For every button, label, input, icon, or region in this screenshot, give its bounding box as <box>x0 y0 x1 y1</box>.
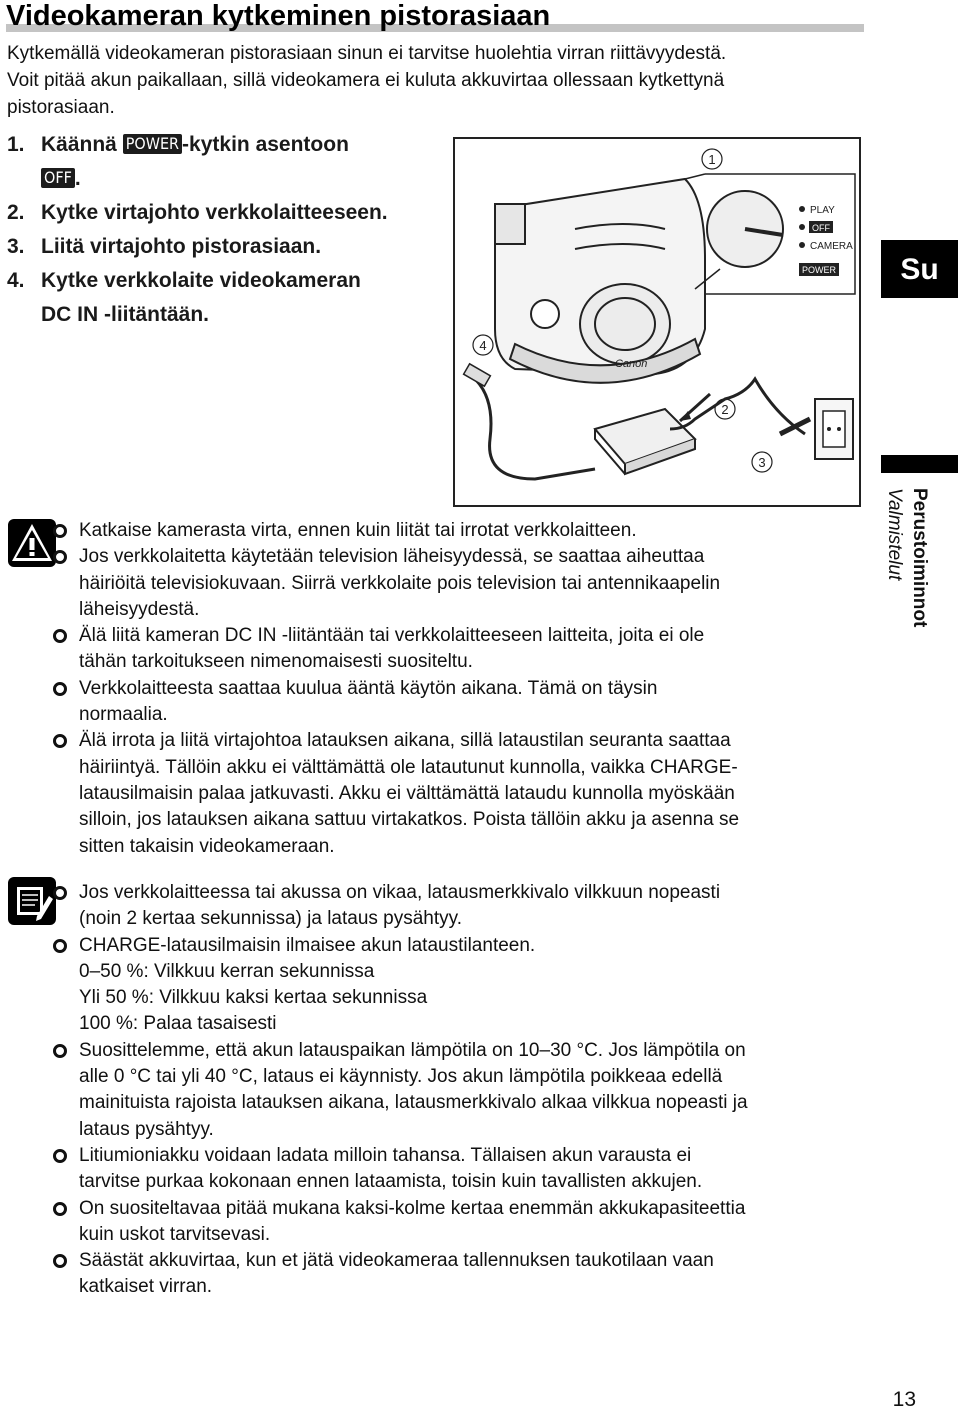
notes-list <box>7 880 857 1301</box>
step-number: 2. <box>7 201 25 224</box>
note-item-line: alle 0 °C tai yli 40 °C, lataus ei käynnisty. Jos akun lämpötila poikkeaa edellä <box>79 1066 723 1088</box>
bullet-icon <box>53 886 67 900</box>
dial-camera-label: CAMERA <box>810 241 853 252</box>
note-item-line: Litiumioniakku voidaan ladata milloin tahansa. Tällaisen akun varausta ei <box>79 1144 692 1166</box>
note-item-line: tarvitse purkaa kokonaan ennen lataamista, toisin kuin tavallisten akkujen. <box>79 1171 703 1193</box>
language-tab: Su <box>881 240 958 298</box>
step-number: 3. <box>7 235 25 258</box>
callout-4: 4 <box>479 338 487 353</box>
note-item-line: Yli 50 %: Vilkkuu kaksi kertaa sekunnissa <box>79 987 428 1009</box>
intro-line: pistorasiaan. <box>7 97 115 118</box>
caution-item <box>79 518 857 544</box>
dc-cable <box>475 379 595 479</box>
note-item-line: Jos verkkolaitteessa tai akussa on vikaa, latausmerkkivalo vilkkuun nopeasti <box>79 882 721 903</box>
notes-box <box>7 880 857 1301</box>
step-1 <box>7 128 457 196</box>
note-item-line: katkaiset virran. <box>79 1276 213 1298</box>
bullet-icon <box>53 1254 67 1268</box>
caution-item-line: Jos verkkolaitetta käytetään television läheisyydessä, se saattaa aiheuttaa <box>79 546 705 568</box>
note-pencil-icon <box>7 876 57 926</box>
step-2 <box>7 196 457 230</box>
note-item <box>79 933 857 1038</box>
step-text-part: Kytke verkkolaite videokameran <box>41 269 361 292</box>
section-title: Perustoiminnot <box>909 488 930 628</box>
note-item-line: Säästät akkuvirtaa, kun et jätä videokameraa tallennuksen taukotilaan vaan <box>79 1250 714 1272</box>
note-item-line: 100 %: Palaa tasaisesti <box>79 1013 277 1035</box>
step-text-part: . <box>74 167 81 190</box>
step-text-part: Käännä <box>41 133 123 156</box>
bullet-icon <box>53 1044 67 1058</box>
caution-item-line: Älä liitä kameran DC IN -liitäntään tai verkkolaitteeseen laitteita, joita ei ole <box>79 625 705 647</box>
caution-item-line: häiriintyä. Tällöin akku ei välttämättä ole latautunut kunnolla, vaikka CHARGE- <box>79 756 738 778</box>
step-text-part: DC IN -liitäntään. <box>41 303 210 326</box>
note-item-line: mainituista rajoista latauksen aikana, latausmerkkivalo alkaa vilkkua nopeasti ja <box>79 1092 748 1114</box>
step-4 <box>7 264 457 332</box>
section-label <box>878 488 938 643</box>
bullet-icon <box>53 682 67 696</box>
step-text: Liitä virtajohto pistorasiaan. <box>41 235 322 258</box>
caution-item <box>79 676 857 729</box>
caution-item-line: latausilmaisin palaa jatkuvasti. Akku ei välttämättä lataudu kunnolla myöskään <box>79 782 735 804</box>
caution-item <box>79 728 857 859</box>
step-text <box>41 264 457 332</box>
wall-outlet-icon <box>815 399 853 459</box>
caution-item <box>79 623 857 676</box>
note-item-line: 0–50 %: Vilkkuu kerran sekunnissa <box>79 960 375 982</box>
step-text-part: -kytkin asentoon <box>182 133 349 156</box>
arrow-icon <box>780 419 810 434</box>
note-item <box>79 880 857 933</box>
page-title: Videokameran kytkeminen pistorasiaan <box>6 0 551 32</box>
note-item-line: kuin uskot tarvitsevasi. <box>79 1223 271 1245</box>
page-number: 13 <box>892 1388 916 1411</box>
power-dial-icon <box>705 174 855 294</box>
note-item <box>79 1196 857 1249</box>
bullet-icon <box>53 524 67 538</box>
subsection-title: Valmistelut <box>884 488 905 581</box>
dial-off-label: OFF <box>812 223 830 233</box>
bullet-icon <box>53 629 67 643</box>
camcorder-icon <box>495 179 705 383</box>
step-3 <box>7 230 457 264</box>
note-item-line: lataus pysähtyy. <box>79 1118 214 1140</box>
caution-box <box>7 518 857 860</box>
note-item-line: (noin 2 kertaa sekunnissa) ja lataus pysähtyy. <box>79 908 463 930</box>
step-text <box>41 128 457 196</box>
warning-icon <box>7 518 57 568</box>
note-item <box>79 1248 857 1301</box>
step-text: Kytke virtajohto verkkolaitteeseen. <box>41 201 388 224</box>
section-bar <box>881 455 958 473</box>
caution-item-line: Älä irrota ja liitä virtajohtoa latauksen aikana, sillä lataustilan seuranta saattaa <box>79 730 731 752</box>
note-item-line: Suosittelemme, että akun latauspaikan lämpötila on 10–30 °C. Jos lämpötila on <box>79 1039 746 1061</box>
camcorder-illustration <box>455 139 859 505</box>
note-item <box>79 1038 857 1143</box>
caution-item <box>79 544 857 623</box>
bullet-icon <box>53 1149 67 1163</box>
dial-power-label: POWER <box>802 265 837 275</box>
callout-3: 3 <box>758 455 766 470</box>
intro-line: Voit pitää akun paikallaan, sillä videokamera ei kuluta akkuvirtaa ollessaan kytkettynä <box>7 70 725 91</box>
brand-logo: Canon <box>615 358 648 370</box>
note-item-line: On suositeltavaa pitää mukana kaksi-kolme kertaa enemmän akkukapasiteettia <box>79 1197 746 1219</box>
callout-1: 1 <box>708 152 716 167</box>
caution-item-line: Verkkolaitteesta saattaa kuulua ääntä käytön aikana. Tämä on täysin <box>79 677 658 699</box>
off-position-badge: OFF <box>41 168 75 188</box>
power-adapter-icon <box>595 409 695 474</box>
caution-item-line: normaalia. <box>79 704 168 726</box>
caution-list <box>7 518 857 860</box>
steps-list <box>7 128 457 332</box>
note-item <box>79 1143 857 1196</box>
step-number: 4. <box>7 269 25 292</box>
bullet-icon <box>53 734 67 748</box>
caution-item-line: häiriöitä televisiokuvaan. Siirrä verkkolaite pois television tai antennikaapelin <box>79 572 721 594</box>
dial-play-label: PLAY <box>810 205 835 216</box>
caution-item-line: läheisyydestä. <box>79 598 200 620</box>
power-cord <box>670 379 805 434</box>
bullet-icon <box>53 939 67 953</box>
caution-item-line: sitten takaisin videokameraan. <box>79 835 335 857</box>
bullet-icon <box>53 550 67 564</box>
callout-2: 2 <box>721 402 729 417</box>
connection-illustration <box>453 137 861 507</box>
caution-item-line: tähän tarkoitukseen nimenomaisesti suositeltu. <box>79 651 473 673</box>
caution-item-line: silloin, jos latauksen aikana sattuu virtakatkos. Poista tällöin akku ja asenna se <box>79 809 740 831</box>
bullet-icon <box>53 1202 67 1216</box>
power-switch-badge: POWER <box>123 134 182 154</box>
intro-paragraph <box>7 40 857 121</box>
intro-line: Kytkemällä videokameran pistorasiaan sinun ei tarvitse huolehtia virran riittävyydestä. <box>7 43 727 64</box>
step-number: 1. <box>7 133 25 156</box>
note-item-line: CHARGE-latausilmaisin ilmaisee akun lataustilanteen. <box>79 934 536 956</box>
caution-item-line: Katkaise kamerasta virta, ennen kuin liität tai irrotat verkkolaitteen. <box>79 520 637 541</box>
